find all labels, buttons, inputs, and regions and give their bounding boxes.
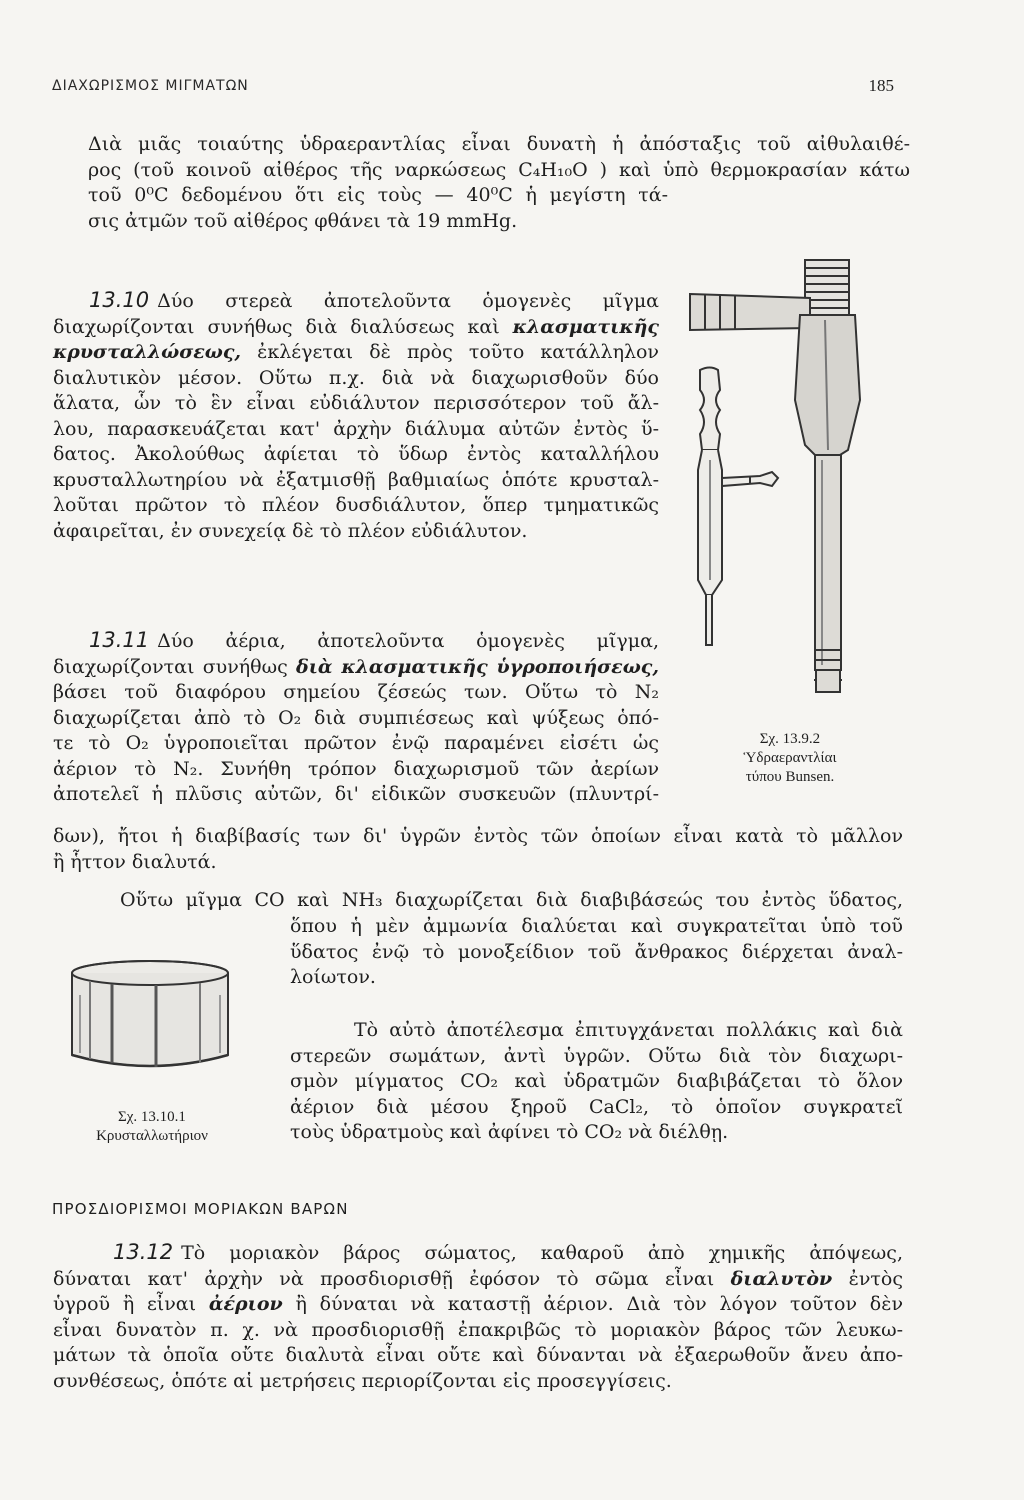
text-line: διαχωρίζονται συνήθως — [53, 655, 288, 678]
text-line: ἀποτελεῖ ἡ πλῦσις αὐτῶν, δι' εἰδικῶν συσκευῶν (πλυντρί- — [53, 783, 659, 805]
text-line: τοῦ 0⁰C δεδομένου ὅτι εἰς τοὺς — 40⁰C ἡ μεγίστη τά- — [88, 184, 668, 206]
section-13-11 — [53, 628, 659, 808]
text-line: Οὕτω μῖγμα CO καὶ NH₃ διαχωρίζεται διὰ διαβιβάσεώς του ἐντὸς ὕδατος, — [120, 889, 903, 911]
text-line: εἶναι δυνατὸν π. χ. νὰ προσδιορισθῇ ἐπακριβῶς τὸ μοριακὸν βάρος τῶν λευκω- — [53, 1318, 903, 1341]
text-line: ἀέριον τὸ N₂. Συνήθη τρόπον διαχωρισμοῦ τῶν ἀερίων — [53, 757, 659, 780]
figure-subtitle: τύπου Bunsen. — [745, 769, 835, 785]
text-line: διαλυτικὸν μέσον. Οὕτω π.χ. διὰ νὰ διαχωρισθοῦν δύο — [53, 366, 659, 389]
figure-13-10-1-caption — [52, 1108, 252, 1146]
text-line: τοὺς ὑδρατμοὺς καὶ ἀφίνει τὸ CO₂ νὰ διέλθῃ. — [290, 1121, 729, 1143]
key-term: κρυσταλλώσεως, — [53, 341, 242, 363]
text-line: ὅπου ἡ μὲν ἀμμωνία διαλύεται καὶ συγκρατεῖται ὑπὸ τοῦ — [290, 915, 903, 937]
key-term: διὰ κλασματικῆς ὑγροποιήσεως, — [296, 655, 659, 678]
text-line: Τὸ μοριακὸν βάρος σώματος, καθαροῦ ἀπὸ χημικῆς ἀπόψεως, — [181, 1242, 903, 1264]
intro-paragraph — [88, 132, 910, 234]
text-line: στερεῶν σωμάτων, ἀντὶ ὑγρῶν. Οὕτω διὰ τὸν διαχωρι- — [290, 1044, 903, 1067]
running-title: ΔΙΑΧΩΡΙΣΜΟΣ ΜΙΓΜΑΤΩΝ — [52, 78, 249, 94]
key-term: διαλυτὸν — [730, 1267, 833, 1290]
text-line: δατος. Ἀκολούθως ἀφίεται τὸ ὕδωρ ἐντὸς καταλλήλου — [53, 443, 659, 465]
key-term: ἀέριον — [208, 1293, 283, 1315]
text-line: κρυσταλλωτηρίου νὰ ἐξατμισθῇ βαθμιαίως ὁπότε κρυσταλ- — [53, 468, 659, 491]
text-line: λοίωτον. — [290, 966, 376, 988]
figure-title: Ὑδραεραντλίαι — [743, 750, 837, 766]
section-number: 13.10 — [89, 288, 150, 312]
text-line: μάτων τὰ ὁποῖα οὔτε διαλυτὰ εἶναι οὔτε καὶ δύνανται νὰ ἐξαερωθοῦν ἄνευ ἀπο- — [53, 1344, 903, 1366]
text-line: δων), ἤτοι ἡ διαβίβασίς των δι' ὑγρῶν ἐντὸς τῶν ὁποίων εἶναι κατὰ τὸ μᾶλλον — [53, 825, 903, 847]
page-number: 185 — [868, 76, 894, 95]
text-line: τε τὸ O₂ ὑγροποιεῖται πρῶτον ἐνῷ παραμένει εἰσέτι ὡς — [53, 732, 659, 754]
text-line: δύναται κατ' ἀρχὴν νὰ προσδιορισθῇ ἐφόσον τὸ σῶμα εἶναι — [53, 1267, 715, 1290]
text-line: ὑγροῦ ἢ εἶναι — [53, 1293, 197, 1315]
text-line: Τὸ αὐτὸ ἀποτέλεσμα ἐπιτυγχάνεται πολλάκις καὶ διὰ — [354, 1019, 903, 1041]
figure-number: Σχ. 13.9.2 — [759, 731, 821, 747]
solid-absorbent-paragraph — [290, 1018, 903, 1146]
text-line: βάσει τοῦ διαφόρου σημείου ζέσεώς των. Οὕτω τὸ N₂ — [53, 681, 659, 703]
section-13-10 — [53, 288, 659, 544]
text-line: ἀέριον διὰ μέσου ξηροῦ CaCl₂, τὸ ὁποῖον συγκρατεῖ — [290, 1095, 903, 1118]
figure-13-9-2-caption — [690, 730, 890, 787]
co-paragraph-lead — [120, 888, 903, 914]
text-line: ἐντὸς — [848, 1267, 903, 1290]
text-line: ἀφαιρεῖται, ἐν συνεχείᾳ δὲ τὸ πλέον εὐδιάλυτον. — [53, 519, 528, 542]
text-line: διαχωρίζεται ἀπὸ τὸ O₂ διὰ συμπιέσεως καὶ ψύξεως ὁπό- — [53, 706, 659, 729]
section-13-11-continued — [53, 824, 903, 875]
text-line: λοῦται πρῶτον τὸ πλέον δυσδιάλυτον, ὅπερ τμηματικῶς — [53, 494, 659, 516]
figure-number: Σχ. 13.10.1 — [118, 1109, 186, 1125]
text-line: διαχωρίζονται συνήθως διὰ διαλύσεως καὶ — [53, 315, 500, 338]
text-line: ἐκλέγεται δὲ πρὸς τοῦτο κατάλληλον — [257, 341, 659, 363]
section-heading: ΠΡΟΣΔΙΟΡΙΣΜΟΙ ΜΟΡΙΑΚΩΝ ΒΑΡΩΝ — [52, 1200, 349, 1218]
co-paragraph — [290, 914, 903, 991]
section-number: 13.11 — [89, 628, 150, 652]
text-line: Δύο ἀέρια, ἀποτελοῦντα ὁμογενὲς μῖγμα, — [157, 630, 659, 652]
text-line: ὕδατος ἐνῷ τὸ μονοξείδιον τοῦ ἄνθρακος διέρχεται ἀναλ- — [290, 940, 903, 963]
key-term: κλασματικῆς — [512, 315, 659, 338]
section-number: 13.12 — [113, 1240, 174, 1264]
crystallizing-dish-illustration — [60, 955, 240, 1080]
text-line: Διὰ μιᾶς τοιαύτης ὑδραεραντλίας εἶναι δυνατὴ ἡ ἀπόσταξις τοῦ αἰθυλαιθέ- — [88, 133, 910, 155]
text-line: σις ἀτμῶν τοῦ αἰθέρος φθάνει τὰ 19 mmHg. — [88, 209, 518, 232]
figure-title: Κρυσταλλωτήριον — [96, 1128, 208, 1144]
text-line: Δύο στερεὰ ἀποτελοῦντα ὁμογενὲς μῖγμα — [157, 290, 659, 312]
text-line: συνθέσεως, ὁπότε αἱ μετρήσεις περιορίζονται εἰς προσεγγίσεις. — [53, 1369, 672, 1392]
bunsen-pump-illustration — [660, 250, 900, 710]
section-13-12 — [53, 1240, 903, 1394]
text-line: ἢ ἧττον διαλυτά. — [53, 850, 217, 873]
text-line: ἅλατα, ὧν τὸ ἓν εἶναι εὐδιάλυτον περισσότερον τοῦ ἄλ- — [53, 392, 659, 414]
text-line: ἢ δύναται νὰ καταστῇ ἀέριον. Διὰ τὸν λόγον τοῦτον δὲν — [295, 1293, 903, 1315]
text-line: λου, παρασκευάζεται κατ' ἀρχὴν διάλυμα αὐτῶν ἐντὸς ὕ- — [53, 417, 659, 440]
text-line: ρος (τοῦ κοινοῦ αἰθέρος τῆς ναρκώσεως C₄H₁₀O ) καὶ ὑπὸ θερμοκρασίαν κάτω — [88, 158, 910, 181]
text-line: σμὸν μίγματος CO₂ καὶ ὑδρατμῶν διαβιβάζεται τὸ ὅλον — [290, 1070, 903, 1092]
